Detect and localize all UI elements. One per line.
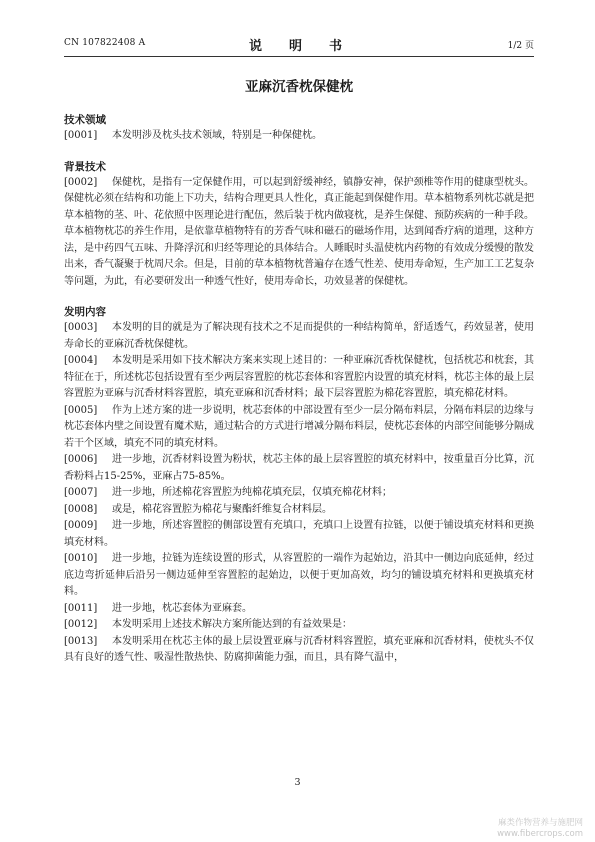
paragraph-text: 进一步地，拉链为连续设置的形式，从容置腔的一端作为起始边，沿其中一侧边向底延伸，经过底边弯折延伸后沿另一侧边延伸至容置腔的起始边，以便于更加高效，均匀的铺设填充材料和更换填充材料。 (64, 553, 534, 597)
paragraph-number: [0002] (64, 176, 98, 188)
site-watermark (497, 818, 583, 840)
paragraph-text: 进一步地，沉香材料设置为粉状，枕芯主体的最上层容置腔的填充材料中，按重量百分比算，沉香粉料占15-25%，亚麻占75-85%。 (64, 454, 534, 482)
section-heading-technical-field: 技术领域 (64, 114, 106, 126)
document-title: 亚麻沉香枕保健枕 (245, 79, 353, 95)
watermark-url: www.fibercrops.com (497, 829, 583, 839)
paragraph-number: [0009] (64, 520, 98, 531)
paragraph-0001 (64, 128, 534, 145)
paragraph-0008 (64, 502, 534, 519)
paragraph-number: [0013] (64, 635, 98, 647)
paragraph-number: [0004] (64, 355, 98, 366)
paragraph-0009 (64, 518, 534, 551)
paragraph-text: 进一步地，所述容置腔的侧部设置有充填口，充填口上设置有拉链，以便于铺设填充材料和更换填充材料。 (64, 520, 534, 548)
paragraph-number: [0008] (64, 503, 98, 515)
paragraph-0002 (64, 175, 534, 291)
paragraph-0005 (64, 403, 534, 453)
paragraph-text: 本发明是采用如下技术解决方案来实现上述目的：一种亚麻沉香枕保健枕，包括枕芯和枕套，其特征在于，所述枕芯包括设置有至少两层容置腔的枕芯套体和容置腔内设置的填充材料，枕芯主体的最上层容置腔为亚麻与沉香材料容置腔，填充亚麻和沉香材料；最下层容置腔为棉花容置腔，填充棉花材料。 (64, 355, 534, 399)
paragraph-text: 保健枕，是指有一定保健作用，可以起到舒缓神经，镇静安神，保护颈椎等作用的健康型枕头。保健枕必须在结构和功能上下功夫，结构合理更具人性化，真正能起到保健作用。草本植物系列枕芯就是把草本植物的茎、叶、花依照中医理论进行配伍，然后装于枕内做寝枕，是养生保健、预防疾病的一种手段。草本植物枕芯的养生作用，是依靠草植物特有的芳香气味和磁石的磁场作用，达到闻香疗病的道理，这种方法，是中药四气五味、升降浮沉和归经等理论的具体结合。人睡眠时头温使枕内药物的有效成分缓慢的散发出来，香气凝聚于枕周尺余。但是，目前的草本植物枕普遍存在透气性差、使用寿命短，生产加工工艺复杂等问题，为此，有必要研发出一种透气性好，使用寿命长，功效显著的保健枕。 (64, 176, 534, 287)
paragraph-text: 本发明采用在枕芯主体的最上层设置亚麻与沉香材料容置腔，填充亚麻和沉香材料，使枕头不仅具有良好的透气性、吸湿性散热快、防腐抑菌能力强，而且，具有降气温中， (64, 635, 534, 663)
paragraph-number: [0007] (64, 487, 98, 498)
paragraph-text: 本发明的目的就是为了解决现有技术之不足而提供的一种结构简单，舒适透气，药效显著，使用寿命长的亚麻沉香枕保健枕。 (64, 322, 534, 350)
paragraph-number: [0012] (64, 619, 98, 630)
paragraph-0004 (64, 353, 534, 403)
page-of-indicator: 1/2 页 (507, 41, 534, 51)
paragraph-number: [0001] (64, 130, 98, 141)
paragraph-0010 (64, 551, 534, 601)
paragraph-text: 本发明采用上述技术解决方案所能达到的有益效果是： (112, 619, 352, 630)
paragraph-number: [0003] (64, 322, 98, 333)
paragraph-number: [0005] (64, 404, 98, 416)
paragraph-0003 (64, 320, 534, 353)
header-divider (64, 56, 534, 57)
paragraph-text: 本发明涉及枕头技术领域，特别是一种保健枕。 (112, 130, 322, 141)
paragraph-0013 (64, 634, 534, 667)
paragraph-0006 (64, 452, 534, 485)
paragraph-number: [0006] (64, 454, 98, 465)
paragraph-0011 (64, 601, 534, 618)
publication-number: CN 107822408 A (64, 38, 146, 48)
document-type-heading: 说 明 书 (248, 39, 349, 54)
paragraph-0007 (64, 485, 534, 502)
paragraph-0012 (64, 617, 534, 634)
section-heading-summary: 发明内容 (64, 306, 106, 318)
page-number: 3 (294, 777, 301, 788)
section-heading-background: 背景技术 (64, 160, 106, 173)
paragraph-text: 作为上述方案的进一步说明，枕芯套体的中部设置有至少一层分隔布料层，分隔布料层的边缘与枕芯套体内壁之间设置有魔术贴，通过粘合的方式进行增减分隔布料层，使枕芯套体的内部空间能够分隔成若干个区域，填充不同的填充材料。 (64, 404, 534, 449)
watermark-site-name: 麻类作物营养与施肥网 (497, 818, 583, 828)
paragraph-number: [0011] (64, 602, 98, 614)
paragraph-text: 或是，棉花容置腔为棉花与聚酯纤维复合材料层。 (112, 503, 332, 515)
paragraph-text: 进一步地，枕芯套体为亚麻套。 (112, 602, 252, 614)
page-header (64, 36, 534, 52)
document-body (64, 78, 534, 667)
paragraph-text: 进一步地，所述棉花容置腔为纯棉花填充层，仅填充棉花材料； (112, 487, 392, 498)
paragraph-number: [0010] (64, 553, 98, 564)
